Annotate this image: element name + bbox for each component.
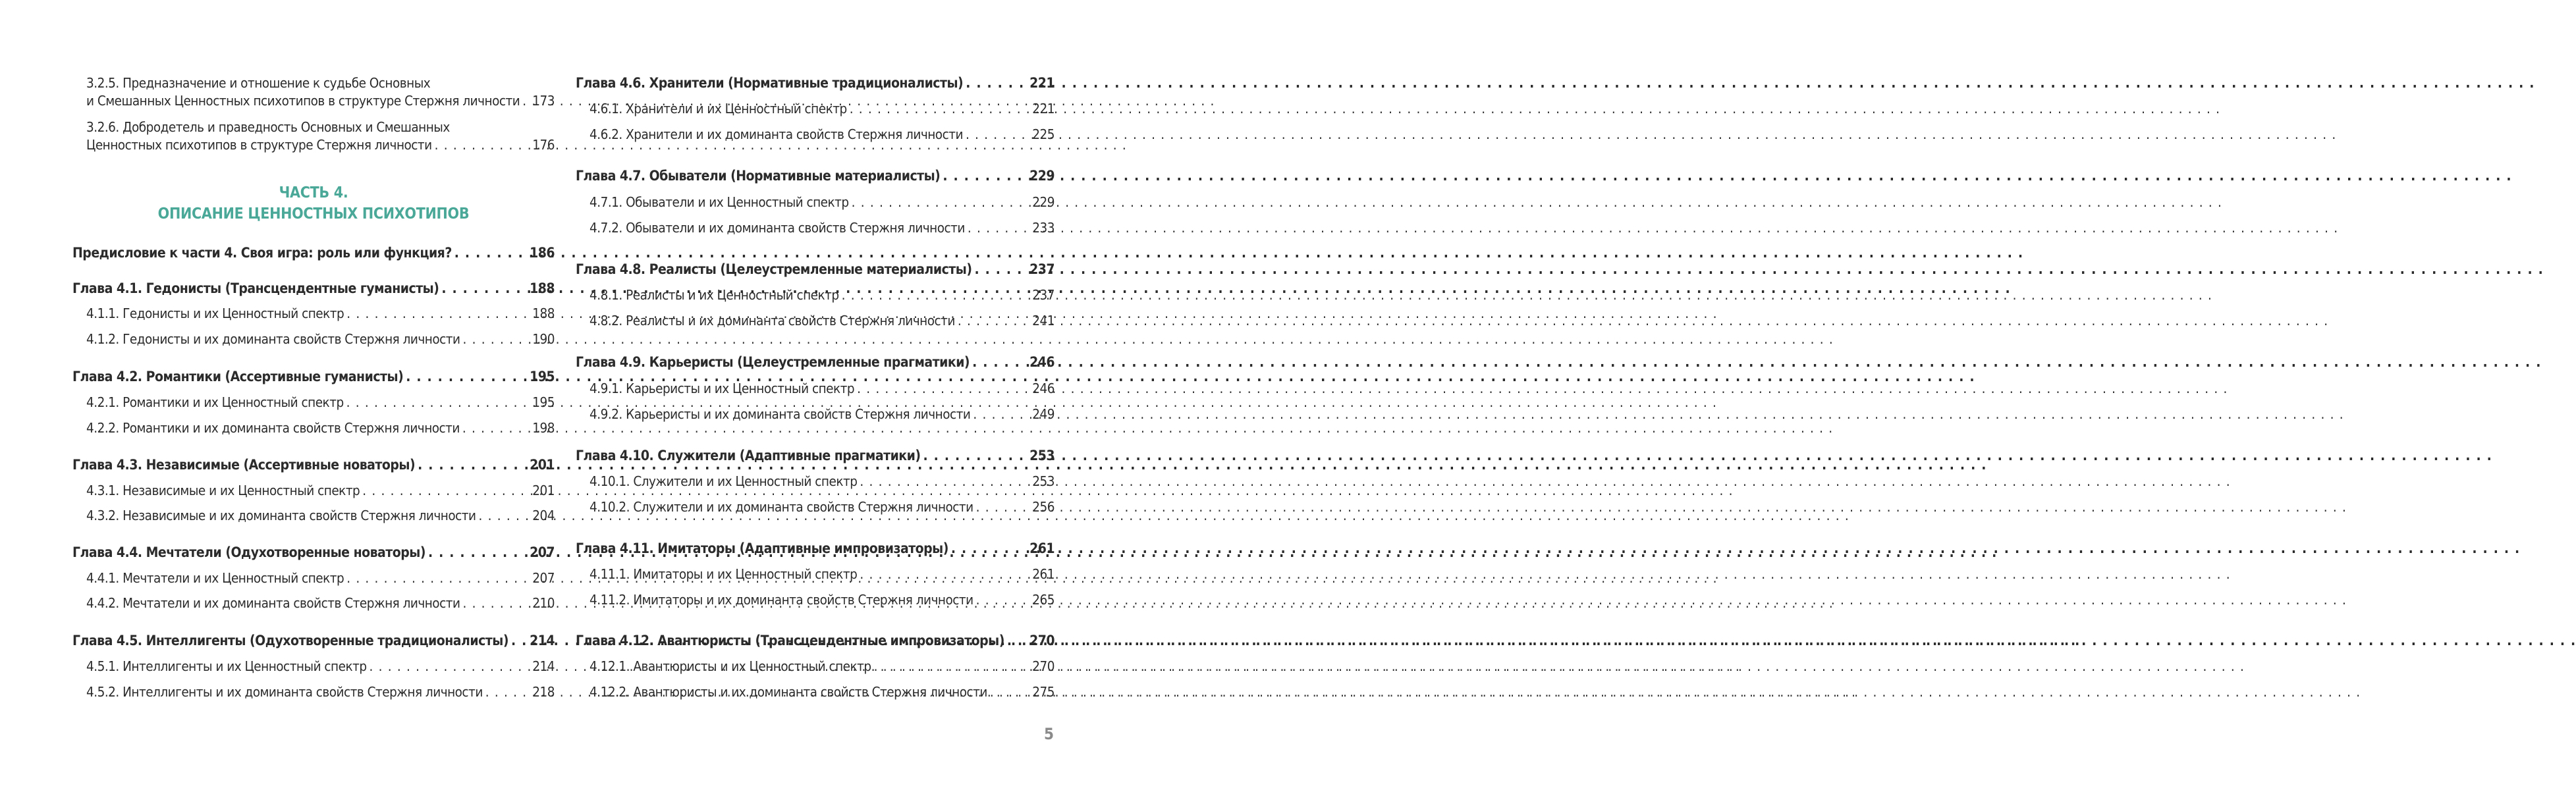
toc-entry-page: 190 xyxy=(532,331,555,347)
toc-chapter-4-11[interactable] xyxy=(576,540,1055,558)
toc-entry-page: 195 xyxy=(532,394,555,410)
toc-entry-title: 4.4.2. Мечтатели и их доминанта свойств Стержня личности xyxy=(86,595,460,611)
toc-entry-title: 4.6.2. Хранители и их доминанта свойств Стержня личности xyxy=(589,126,963,142)
toc-entry-page: 188 xyxy=(530,280,555,296)
toc-chapter-4-10[interactable] xyxy=(576,447,1055,465)
toc-section-4-12-2[interactable] xyxy=(576,683,1055,701)
toc-entry-page: 176 xyxy=(532,137,555,153)
toc-chapter-4-9[interactable] xyxy=(576,354,1055,371)
toc-chapter-4-5[interactable] xyxy=(72,632,555,650)
dot-leader xyxy=(854,380,1032,398)
dot-leader xyxy=(857,566,1032,583)
toc-entry-title: 4.2.2. Романтики и их доминанта свойств Стержня личности xyxy=(86,420,460,436)
toc-entry-title: 4.3.1. Независимые и их Ценностный спектр xyxy=(86,483,360,498)
toc-section-4-10-2[interactable] xyxy=(576,498,1055,516)
toc-entry-title: 4.9.2. Карьеристы и их доминанта свойств Стержня личности xyxy=(589,406,971,422)
toc-entry-title: Глава 4.4. Мечтатели (Одухотворенные новаторы) xyxy=(72,544,425,560)
dot-leader xyxy=(367,658,533,675)
dot-leader xyxy=(452,244,530,262)
toc-entry-page: 214 xyxy=(532,658,555,674)
toc-entry-page: 218 xyxy=(532,684,555,700)
toc-entry-page: 237 xyxy=(1032,287,1055,303)
toc-section-4-2-2[interactable] xyxy=(72,419,555,437)
dot-leader xyxy=(344,569,532,587)
toc-entry-title: Глава 4.9. Карьеристы (Целеустремленные прагматики) xyxy=(576,354,970,370)
toc-entry-page: 265 xyxy=(1032,592,1055,608)
toc-section-4-12-1[interactable] xyxy=(576,658,1055,675)
dot-leader xyxy=(360,482,532,500)
toc-entry-page: 270 xyxy=(1029,633,1055,648)
dot-leader xyxy=(857,473,1032,490)
toc-section-4-6-2[interactable] xyxy=(576,126,1055,144)
toc-section-4-7-2[interactable] xyxy=(576,219,1055,237)
toc-section-4-1-2[interactable] xyxy=(72,330,555,348)
toc-chapter-4-3[interactable] xyxy=(72,456,555,474)
toc-entry-page: 253 xyxy=(1032,473,1055,489)
dot-leader xyxy=(344,305,532,323)
toc-section-4-5-2[interactable] xyxy=(72,683,555,701)
dot-leader xyxy=(921,447,1030,465)
toc-chapter-4-6[interactable] xyxy=(576,74,1055,92)
toc-entry-title: Предисловие к части 4. Своя игра: роль или функция? xyxy=(72,245,452,261)
dot-leader xyxy=(970,354,1029,371)
toc-entry-title: Глава 4.8. Реалисты (Целеустремленные материалисты) xyxy=(576,261,972,277)
dot-leader xyxy=(476,507,533,525)
toc-entry-3-2-5[interactable] xyxy=(86,74,555,110)
dot-leader xyxy=(972,261,1029,278)
toc-entry-page: 195 xyxy=(530,369,555,384)
toc-entry-title: 4.11.1. Имитаторы и их Ценностный спектр xyxy=(589,566,858,582)
toc-entry-title: 4.8.1. Реалисты и их Ценностный спектр xyxy=(589,287,839,303)
toc-entry-title: 4.4.1. Мечтатели и их Ценностный спектр xyxy=(86,570,344,586)
dot-leader xyxy=(847,100,1033,118)
toc-section-4-3-1[interactable] xyxy=(72,482,555,500)
toc-entry-title-line1: 3.2.6. Добродетель и праведность Основных и Смешанных xyxy=(86,119,450,135)
toc-chapter-4-1[interactable] xyxy=(72,280,555,298)
dot-leader xyxy=(520,92,532,110)
dot-leader xyxy=(849,194,1033,211)
dot-leader xyxy=(839,286,1033,304)
page-number: 5 xyxy=(1043,725,1054,743)
dot-leader xyxy=(460,419,532,437)
toc-entry-title: Глава 4.10. Служители (Адаптивные прагматики) xyxy=(576,448,921,463)
toc-section-4-2-1[interactable] xyxy=(72,394,555,411)
toc-entry-title: 4.7.2. Обыватели и их доминанта свойств Стержня личности xyxy=(589,220,965,236)
dot-leader xyxy=(508,632,530,650)
toc-entry-page: 201 xyxy=(530,457,555,473)
toc-entry-page: 270 xyxy=(1032,658,1055,674)
toc-entry-page: 229 xyxy=(1032,194,1055,210)
dot-leader xyxy=(1004,632,1029,650)
toc-entry-3-2-6[interactable] xyxy=(86,118,555,154)
dot-leader xyxy=(439,280,530,298)
toc-entry-title: Глава 4.5. Интеллигенты (Одухотворенные традиционалисты) xyxy=(72,633,508,648)
toc-entry-page: 188 xyxy=(532,305,555,321)
toc-entry-title: Глава 4.7. Обыватели (Нормативные материалисты) xyxy=(576,168,941,184)
toc-section-4-9-1[interactable] xyxy=(576,380,1055,398)
dot-leader xyxy=(955,312,1032,330)
toc-section-4-1-1[interactable] xyxy=(72,305,555,323)
toc-entry-title: 4.6.1. Хранители и их Ценностный спектр xyxy=(589,101,847,117)
dot-leader xyxy=(963,74,1029,92)
toc-entry-page: 256 xyxy=(1032,499,1055,515)
toc-entry-title: Глава 4.6. Хранители (Нормативные традиционалисты) xyxy=(576,75,964,91)
toc-entry-page: 229 xyxy=(1029,168,1055,184)
dot-leader xyxy=(425,544,530,562)
toc-section-4-11-1[interactable] xyxy=(576,566,1055,583)
toc-entry-page: 207 xyxy=(532,570,555,586)
toc-entry-page: 261 xyxy=(1032,566,1055,582)
dot-leader xyxy=(940,167,1029,185)
toc-entry-page: 241 xyxy=(1032,313,1055,329)
toc-entry-page: 261 xyxy=(1029,540,1055,556)
toc-entry-page: 249 xyxy=(1032,406,1055,422)
toc-preface[interactable] xyxy=(72,244,555,262)
toc-entry-page: 173 xyxy=(532,93,555,109)
toc-entry-page: 253 xyxy=(1029,448,1055,463)
toc-entry-page: 225 xyxy=(1032,126,1055,142)
dot-leader xyxy=(987,683,1032,701)
dot-leader xyxy=(963,126,1032,144)
toc-entry-title: 4.5.2. Интеллигенты и их доминанта свойств Стержня личности xyxy=(86,684,483,700)
dot-leader xyxy=(460,594,532,612)
toc-section-4-3-2[interactable] xyxy=(72,507,555,525)
toc-entry-page: 221 xyxy=(1032,101,1055,117)
toc-entry-title: 4.12.2. Авантюристы и их доминанта свойств Стержня личности xyxy=(589,684,987,700)
toc-section-4-10-1[interactable] xyxy=(576,473,1055,490)
toc-entry-page: 275 xyxy=(1032,684,1055,700)
part-heading-line1: ЧАСТЬ 4. xyxy=(279,184,348,201)
toc-entry-page: 186 xyxy=(530,245,555,261)
toc-entry-page: 204 xyxy=(532,508,555,523)
toc-entry-title: 4.11.2. Имитаторы и их доминанта свойств Стержня личности xyxy=(589,592,973,608)
toc-section-4-9-2[interactable] xyxy=(576,406,1055,423)
toc-entry-page: 221 xyxy=(1029,75,1055,91)
toc-entry-title: 4.1.1. Гедонисты и их Ценностный спектр xyxy=(86,305,344,321)
toc-entry-title: 4.3.2. Независимые и их доминанта свойств Стержня личности xyxy=(86,508,476,523)
toc-section-4-4-2[interactable] xyxy=(72,594,555,612)
dot-leader xyxy=(970,406,1032,423)
dot-leader xyxy=(344,394,533,411)
toc-entry-page: 233 xyxy=(1032,220,1055,236)
toc-entry-title: Глава 4.2. Романтики (Ассертивные гуманисты) xyxy=(72,369,404,384)
dot-leader xyxy=(973,591,1033,609)
toc-entry-page: 246 xyxy=(1032,381,1055,396)
part-heading-line2: ОПИСАНИЕ ЦЕННОСТНЫХ ПСИХОТИПОВ xyxy=(157,205,470,223)
toc-section-4-5-1[interactable] xyxy=(72,658,555,675)
dot-leader xyxy=(871,658,1033,675)
toc-entry-page: 237 xyxy=(1029,261,1055,277)
toc-entry-page: 214 xyxy=(530,633,555,648)
toc-entry-title: 4.12.1. Авантюристы и их Ценностный спектр xyxy=(589,658,871,674)
dot-leader xyxy=(948,540,1029,558)
toc-chapter-4-7[interactable] xyxy=(576,167,1055,185)
toc-section-4-8-1[interactable] xyxy=(576,286,1055,304)
toc-entry-page: 201 xyxy=(532,483,555,498)
toc-entry-page: 207 xyxy=(530,544,555,560)
toc-entry-page: 210 xyxy=(532,595,555,611)
toc-entry-page: 246 xyxy=(1029,354,1055,370)
dot-leader xyxy=(483,683,533,701)
dot-leader xyxy=(965,219,1032,237)
toc-section-4-7-1[interactable] xyxy=(576,194,1055,211)
toc-entry-title: 4.1.2. Гедонисты и их доминанта свойств Стержня личности xyxy=(86,331,460,347)
toc-entry-title-line2: Ценностных психотипов в структуре Стержня личности xyxy=(86,137,432,153)
toc-entry-page: 198 xyxy=(532,420,555,436)
dot-leader xyxy=(432,136,533,154)
toc-section-4-4-1[interactable] xyxy=(72,569,555,587)
toc-entry-title-line2: и Смешанных Ценностных психотипов в структуре Стержня личности xyxy=(86,93,520,109)
toc-entry-title: 4.8.2. Реалисты и их доминанта свойств Стержня личности xyxy=(589,313,955,329)
dot-leader xyxy=(415,456,530,474)
toc-entry-title: 4.2.1. Романтики и их Ценностный спектр xyxy=(86,394,344,410)
dot-leader xyxy=(403,368,530,386)
toc-entry-title-line1: 3.2.5. Предназначение и отношение к судьбе Основных xyxy=(86,75,431,91)
toc-entry-title: 4.7.1. Обыватели и их Ценностный спектр xyxy=(589,194,849,210)
toc-chapter-4-12[interactable] xyxy=(576,632,1055,650)
dot-leader xyxy=(973,498,1033,516)
toc-chapter-4-4[interactable] xyxy=(72,544,555,562)
toc-entry-title: 4.5.1. Интеллигенты и их Ценностный спектр xyxy=(86,658,367,674)
toc-entry-title: 4.9.1. Карьеристы и их Ценностный спектр xyxy=(589,381,855,396)
toc-entry-title: Глава 4.12. Авантюристы (Трансцендентные импровизаторы) xyxy=(576,633,1004,648)
toc-entry-title: Глава 4.11. Имитаторы (Адаптивные импровизаторы) xyxy=(576,540,948,556)
toc-chapter-4-2[interactable] xyxy=(72,368,555,386)
toc-section-4-6-1[interactable] xyxy=(576,100,1055,118)
toc-entry-title: Глава 4.3. Независимые (Ассертивные новаторы) xyxy=(72,457,416,473)
toc-entry-title: Глава 4.1. Гедонисты (Трансцендентные гуманисты) xyxy=(72,280,439,296)
toc-entry-title: 4.10.1. Служители и их Ценностный спектр xyxy=(589,473,858,489)
toc-entry-title: 4.10.2. Служители и их доминанта свойств Стержня личности xyxy=(589,499,973,515)
toc-section-4-8-2[interactable] xyxy=(576,312,1055,330)
dot-leader xyxy=(460,330,533,348)
toc-chapter-4-8[interactable] xyxy=(576,261,1055,278)
toc-section-4-11-2[interactable] xyxy=(576,591,1055,609)
